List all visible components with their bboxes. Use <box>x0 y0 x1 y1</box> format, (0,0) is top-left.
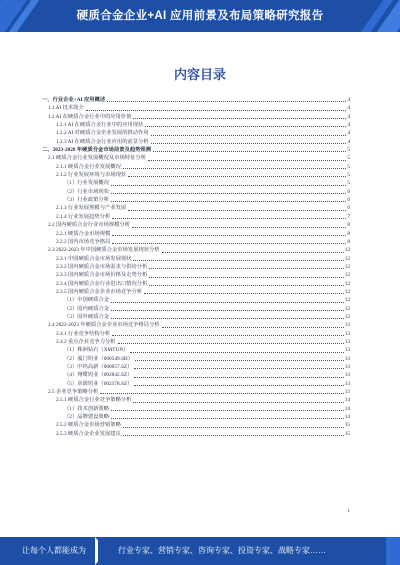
toc-entry-page: 13 <box>344 372 350 379</box>
toc-entry-label: 2.4 2022-2023 年硬质合金企业市场竞争格局分析 <box>48 322 160 329</box>
toc-entry-label: 2.5.1 硬质合金行业竞争策略分析 <box>56 397 132 404</box>
toc-entry-label: （1）株洲钻石（XMTUN） <box>64 347 129 354</box>
toc-leader-dots <box>111 301 344 303</box>
toc-leader-dots <box>128 175 346 177</box>
toc-leader-dots <box>135 359 344 361</box>
report-title: 硬质合金企业+AI 应用前景及布局策略研究报告 <box>76 10 324 22</box>
toc-entry-page: 14 <box>344 414 350 421</box>
toc-entry[interactable] <box>42 204 350 212</box>
toc-entry-page: 4 <box>347 138 350 145</box>
toc-leader-dots <box>111 184 346 186</box>
toc-entry[interactable] <box>42 213 350 221</box>
toc-leader-dots <box>134 367 343 369</box>
toc-entry-label: 2.1.2 行业发展环境与市场现状 <box>56 172 127 179</box>
toc-leader-dots <box>151 142 347 144</box>
toc-leader-dots <box>133 117 346 119</box>
toc-entry-page: 6 <box>347 197 350 204</box>
toc-entry-label: 二、2023-2028 年硬质合金市场前景及趋势预测 <box>42 147 152 154</box>
toc-entry-label: 1.1 AI 技术简介 <box>48 105 84 112</box>
toc-entry-label: 2.2.1 硬质合金市场规模 <box>56 230 111 237</box>
toc-entry[interactable] <box>42 154 350 162</box>
toc-entry-label: 2.5 企业竞争策略分析 <box>48 389 99 396</box>
toc-entry-page: 13 <box>344 355 350 362</box>
toc-leader-dots <box>107 100 346 102</box>
toc-entry[interactable] <box>42 355 350 363</box>
toc-entry[interactable] <box>42 396 350 404</box>
toc-entry[interactable] <box>42 338 350 346</box>
toc-entry-page: 4 <box>347 97 350 103</box>
toc-entry-label: （2）行业市场现状 <box>64 188 110 195</box>
toc-entry[interactable] <box>42 96 350 104</box>
toc-entry-label: （3）行业政策分析 <box>64 197 110 204</box>
toc-entry[interactable] <box>42 371 350 379</box>
toc-entry-label: 2.4.2 重点企业竞争力分析 <box>56 338 116 345</box>
toc-entry-label: （5）章源钨业（002378.SZ） <box>64 380 133 387</box>
footer-slogan-left: 让每个人都能成为 <box>22 546 86 555</box>
toc-entry-page: 14 <box>344 405 350 412</box>
toc-leader-dots <box>123 167 346 169</box>
toc-entry[interactable] <box>42 163 350 171</box>
toc-entry-label: 2.3.4 国内硬质合金行业进出口情况分析 <box>56 280 148 287</box>
page-number: 1 <box>347 509 350 514</box>
toc-leader-dots <box>162 251 344 253</box>
toc-entry-page: 15 <box>344 422 350 429</box>
toc-entry-label: （1）技术创新策略 <box>64 405 110 412</box>
page-header <box>0 0 400 32</box>
toc-leader-dots <box>112 217 346 219</box>
toc-entry[interactable] <box>42 405 350 413</box>
toc-entry-label: 2.1 硬质合金行业发展概况及市场特征分析 <box>48 155 146 162</box>
toc-leader-dots <box>162 326 344 328</box>
toc-entry[interactable] <box>42 288 350 296</box>
toc-entry-page: 5 <box>347 163 350 170</box>
toc-entry-label: （4）翔鹭钨业（002842.SZ） <box>64 372 133 379</box>
toc-entry-page: 7 <box>347 213 350 220</box>
toc-entry-label: 2.4.1 行业竞争结构分析 <box>56 330 111 337</box>
toc-entry[interactable] <box>42 113 350 121</box>
footer-decoration <box>386 537 400 565</box>
toc-entry[interactable] <box>42 179 350 187</box>
toc-entry-page: 8 <box>347 238 350 245</box>
toc-entry[interactable] <box>42 413 350 421</box>
toc-entry-page: 13 <box>344 347 350 354</box>
toc-entry[interactable] <box>42 321 350 329</box>
toc-entry-page: 12 <box>344 313 350 320</box>
toc-leader-dots <box>133 259 343 261</box>
toc-leader-dots <box>148 159 346 161</box>
footer-slogan-right: 行业专家、营销专家、咨询专家、投资专家、战略专家…… <box>118 546 326 555</box>
toc-entry[interactable] <box>42 330 350 338</box>
toc-heading: 内容目录 <box>173 67 226 82</box>
toc-entry[interactable] <box>42 363 350 371</box>
toc-entry-page: 4 <box>347 105 350 112</box>
toc-entry[interactable] <box>42 296 350 304</box>
toc-leader-dots <box>111 417 344 419</box>
toc-entry-page: 5 <box>347 172 350 179</box>
toc-entry-page: 4 <box>347 122 350 129</box>
toc-leader-dots <box>149 284 343 286</box>
toc-entry[interactable] <box>42 346 350 354</box>
toc-entry-page: 5 <box>347 180 350 187</box>
toc-entry-label: （3）国外硬质合金 <box>64 313 110 320</box>
toc-entry[interactable] <box>42 146 350 154</box>
toc-entry-page: 12 <box>344 280 350 287</box>
toc-leader-dots <box>151 134 347 136</box>
toc-entry-label: 2.1.1 硬质合金行业发展概况 <box>56 163 121 170</box>
toc-entry[interactable] <box>42 138 350 146</box>
toc-entry-page: 5 <box>347 147 350 154</box>
toc-entry-label: （2）国内硬质合金 <box>64 305 110 312</box>
toc-leader-dots <box>132 226 346 228</box>
toc-leader-dots <box>133 401 343 403</box>
toc-entry-page: 6 <box>347 188 350 195</box>
toc-entry-page: 6 <box>347 205 350 212</box>
toc-entry-page: 12 <box>344 297 350 304</box>
toc-leader-dots <box>111 200 346 202</box>
toc-entry[interactable] <box>42 421 350 429</box>
toc-leader-dots <box>149 267 343 269</box>
toc-entry[interactable] <box>42 171 350 179</box>
toc-leader-dots <box>130 351 343 353</box>
toc-entry-page: 4 <box>347 130 350 137</box>
toc-leader-dots <box>112 234 346 236</box>
toc-entry-page: 13 <box>344 338 350 345</box>
toc-entry-label: 1.2.3 AI 在硬质合金行业应用的前景分析 <box>56 138 149 145</box>
toc-entry-label: 2.1.3 行业发展规模与产业发展 <box>56 205 127 212</box>
toc-entry[interactable] <box>42 388 350 396</box>
toc-leader-dots <box>123 426 344 428</box>
toc-entry[interactable] <box>42 313 350 321</box>
toc-entry-page: 12 <box>344 247 350 254</box>
toc-entry-label: 2.2.2 国内市场竞争格局 <box>56 238 111 245</box>
toc-leader-dots <box>144 292 344 294</box>
toc-entry-label: （2）厦门钨业（600549.SH） <box>64 355 134 362</box>
toc-leader-dots <box>86 109 347 111</box>
toc-leader-dots <box>123 434 344 436</box>
toc-entry-page: 13 <box>344 380 350 387</box>
toc-leader-dots <box>111 409 344 411</box>
toc-leader-dots <box>112 242 346 244</box>
page-footer <box>0 537 400 565</box>
toc-entry-page: 13 <box>344 364 350 370</box>
toc-entry[interactable] <box>42 129 350 137</box>
toc-entry[interactable] <box>42 238 350 246</box>
toc-entry-label: 1.2 AI 在硬质合金行业中的应用价值 <box>48 113 132 120</box>
toc-entry[interactable] <box>42 230 350 238</box>
toc-entry-label: （2）品牌建设策略 <box>64 414 110 421</box>
toc-entry[interactable] <box>42 255 350 263</box>
toc-entry-page: 8 <box>347 222 350 229</box>
toc-entry-label: 2.3.5 国内硬质合金企业市场竞争分析 <box>56 288 143 295</box>
toc-entry-label: （1）行业发展概况 <box>64 180 110 187</box>
toc-entry-label: 2.3.2 国内硬质合金市场需求与供给分析 <box>56 263 148 270</box>
toc-entry-page: 12 <box>344 288 350 295</box>
toc-entry-label: 一、行业企业+AI 应用概述 <box>42 97 106 103</box>
toc-entry-page: 13 <box>344 389 350 396</box>
chevron-decoration <box>98 537 110 565</box>
toc-entry-label: （1）中国硬质合金 <box>64 297 110 304</box>
toc-entry-page: 12 <box>344 255 350 262</box>
toc-entry[interactable] <box>42 305 350 313</box>
toc-entry[interactable] <box>42 430 350 438</box>
toc-entry[interactable] <box>42 221 350 229</box>
toc-entry-label: 1.2.2 AI 对硬质合金企业发展的推动作用 <box>56 130 149 137</box>
toc-leader-dots <box>118 342 344 344</box>
toc-entry[interactable] <box>42 188 350 196</box>
toc-leader-dots <box>153 150 346 152</box>
toc-leader-dots <box>145 125 346 127</box>
table-of-contents <box>42 96 350 438</box>
toc-entry-label: 2.5.3 硬质合金企业发展建议 <box>56 430 121 437</box>
toc-entry-label: 2.5.2 硬质合金市场营销策略 <box>56 422 121 429</box>
toc-entry[interactable] <box>42 121 350 129</box>
toc-leader-dots <box>111 317 344 319</box>
toc-entry-page: 14 <box>344 397 350 404</box>
toc-entry-page: 15 <box>344 430 350 437</box>
toc-entry[interactable] <box>42 196 350 204</box>
toc-entry[interactable] <box>42 246 350 254</box>
toc-entry-page: 4 <box>347 113 350 120</box>
toc-leader-dots <box>111 309 344 311</box>
toc-entry[interactable] <box>42 280 350 288</box>
toc-entry-label: （3）中钨高新（000657.SZ） <box>64 364 133 370</box>
toc-leader-dots <box>128 209 346 211</box>
toc-entry-page: 12 <box>344 272 350 279</box>
toc-entry-label: 2.2 国内硬质合金行业市场规模分析 <box>48 222 131 229</box>
toc-entry-label: 2.3 2022-2023 年中国硬质合金市场发展现状分析 <box>48 247 160 254</box>
toc-leader-dots <box>112 334 343 336</box>
toc-leader-dots <box>149 276 343 278</box>
toc-entry-label: 1.2.1 AI 在硬质合金行业中的应用现状 <box>56 122 144 129</box>
toc-entry-page: 5 <box>347 155 350 162</box>
toc-leader-dots <box>100 392 343 394</box>
toc-entry-page: 12 <box>344 263 350 270</box>
toc-entry[interactable] <box>42 104 350 112</box>
toc-entry[interactable] <box>42 263 350 271</box>
toc-entry-page: 12 <box>344 305 350 312</box>
toc-entry-page: 13 <box>344 322 350 329</box>
toc-entry[interactable] <box>42 271 350 279</box>
toc-entry-label: 2.3.3 国内硬质合金市场价格及走势分析 <box>56 272 148 279</box>
toc-entry-label: 2.1.4 行业发展趋势分析 <box>56 213 111 220</box>
toc-leader-dots <box>134 384 343 386</box>
toc-leader-dots <box>111 192 346 194</box>
toc-entry-page: 8 <box>347 230 350 237</box>
toc-entry-page: 13 <box>344 330 350 337</box>
toc-entry[interactable] <box>42 380 350 388</box>
toc-entry-label: 2.3.1 中国硬质合金市场发展现状 <box>56 255 132 262</box>
toc-leader-dots <box>134 376 343 378</box>
